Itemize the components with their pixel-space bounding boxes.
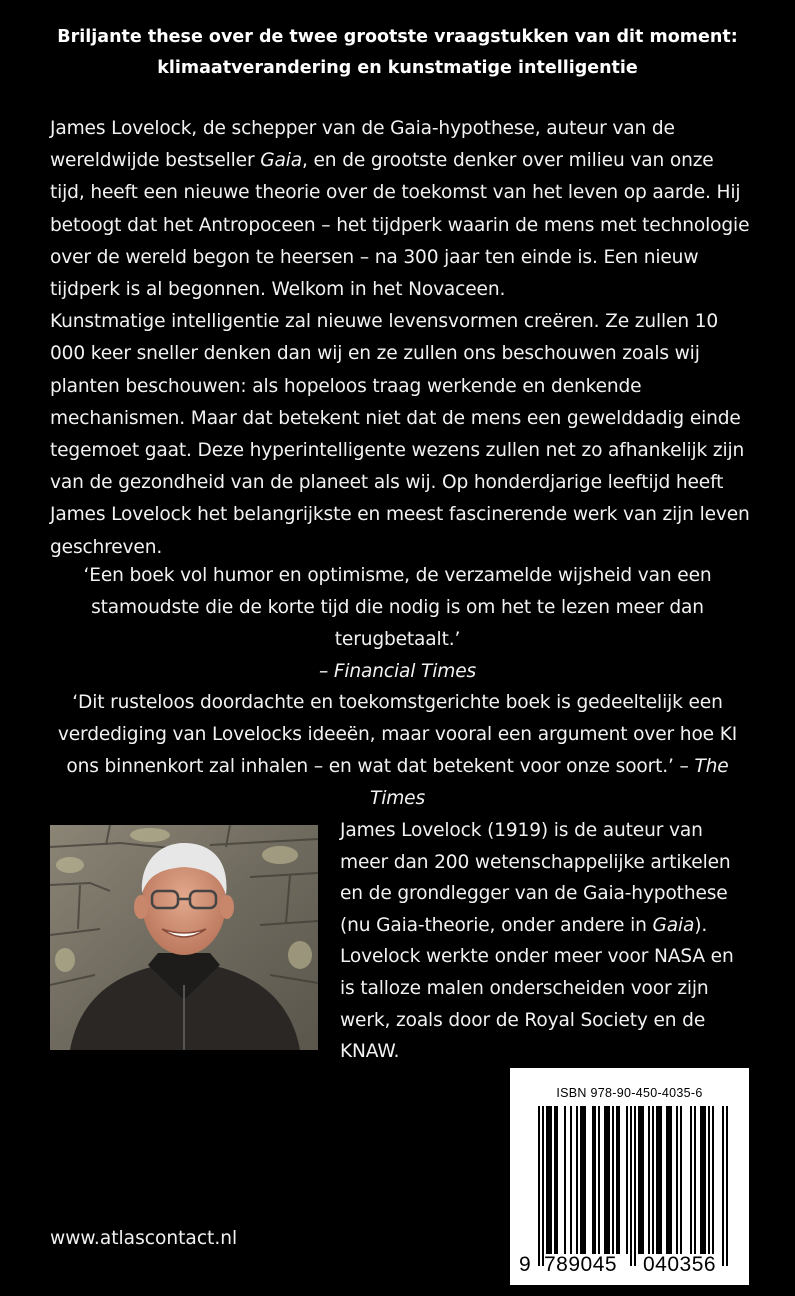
barcode-bar bbox=[700, 1106, 702, 1254]
barcode-bar bbox=[726, 1106, 728, 1266]
barcode-bar bbox=[598, 1106, 600, 1254]
barcode-bar bbox=[642, 1106, 644, 1254]
barcode-bar bbox=[702, 1106, 704, 1254]
barcode-bar bbox=[576, 1106, 578, 1254]
quote-source-name: – Financial Times bbox=[318, 661, 477, 682]
barcode-bar bbox=[704, 1106, 706, 1254]
barcode-bar bbox=[548, 1106, 550, 1254]
author-bio-text bbox=[340, 815, 751, 1068]
headline-line-1: Briljante these over de twee grootste vraagstukken van dit moment: bbox=[57, 27, 738, 47]
description-text: , en de grootste denker over milieu van onze tijd, heeft een nieuwe theorie over de toekomst van het leven op aarde. Hij betoogt dat het Antropoceen – het tijdperk waarin de mens met technologie over de wereld begon te heersen – na 300 jaar ten einde is. Een nieuw tijdperk is al begonnen. Welkom in het Novaceen. bbox=[50, 150, 750, 301]
barcode-bar bbox=[638, 1106, 640, 1254]
barcode-bar bbox=[564, 1106, 566, 1254]
barcode-bar bbox=[570, 1106, 572, 1254]
barcode-bar bbox=[606, 1106, 608, 1254]
book-title-italic: Gaia bbox=[260, 150, 302, 172]
barcode-digits-left: 789045 bbox=[544, 1253, 618, 1276]
review-quote-financial-times bbox=[40, 560, 755, 688]
barcode-bar bbox=[694, 1106, 696, 1254]
description-paragraph-2: Kunstmatige intelligentie zal nieuwe levensvormen creëren. Ze zullen 10 000 keer sneller denken dan wij en ze zullen ons beschouwen zoals wij planten beschouwen: als hopeloos traag werkende en denkende mechanismen. Maar dat betekent niet dat de mens een gewelddadig einde tegemoet gaat. Deze hyperintelligente wezens zullen net zo afhankelijk zijn van de gezondheid van de planeet als wij. Op honderdjarige leeftijd heeft James Lovelock het belangrijkste en meest fascinerende werk van zijn leven geschreven. bbox=[50, 311, 750, 558]
barcode-bar bbox=[648, 1106, 650, 1254]
barcode-bar bbox=[556, 1106, 558, 1254]
barcode-bar bbox=[608, 1106, 610, 1254]
barcode-bar bbox=[658, 1106, 660, 1254]
barcode-bar bbox=[580, 1106, 582, 1254]
barcode-bar bbox=[618, 1106, 620, 1254]
book-description bbox=[50, 113, 751, 564]
barcode-bar bbox=[670, 1106, 672, 1254]
barcode-bar bbox=[626, 1106, 628, 1254]
quote-body: ‘Dit rusteloos doordachte en toekomstgerichte boek is gedeeltelijk een verdediging van Lovelocks ideeën, maar vooral een argument over hoe KI ons binnenkort zal inhalen – en wat dat betekent voor onze soort.’ – bbox=[57, 692, 738, 777]
author-photo bbox=[50, 825, 318, 1050]
barcode-bar bbox=[550, 1106, 552, 1254]
isbn-barcode bbox=[510, 1068, 749, 1285]
barcode-bar bbox=[582, 1106, 584, 1254]
barcode-bar bbox=[668, 1106, 670, 1254]
barcode-bar bbox=[652, 1106, 654, 1254]
barcode-bar bbox=[660, 1106, 662, 1254]
barcode-bar bbox=[634, 1106, 636, 1266]
barcode-bar bbox=[708, 1106, 710, 1254]
author-bio bbox=[340, 815, 751, 1068]
quote-source-name: The Times bbox=[369, 756, 729, 809]
publisher-website[interactable]: www.atlascontact.nl bbox=[50, 1228, 238, 1249]
barcode-bar bbox=[616, 1106, 618, 1254]
barcode-bar bbox=[676, 1106, 678, 1254]
bio-text: James Lovelock (1919) is de auteur van meer dan 200 wetenschappelijke artikelen en de grondlegger van de Gaia-hypothese (nu Gaia-theorie, onder andere in bbox=[340, 820, 731, 936]
barcode-bar bbox=[612, 1106, 614, 1254]
description-paragraph-1 bbox=[50, 113, 751, 306]
barcode-digit-first: 9 bbox=[519, 1253, 532, 1276]
barcode-bar bbox=[592, 1106, 594, 1254]
barcode-bar bbox=[594, 1106, 596, 1254]
barcode-bar bbox=[656, 1106, 658, 1254]
quote-text: ‘Een boek vol humor en optimisme, de verzamelde wijsheid van een stamoudste die de korte tijd die nodig is om het te lezen meer dan terugbetaalt.’ bbox=[83, 565, 712, 650]
barcode-bar bbox=[712, 1106, 714, 1254]
barcode-bar bbox=[542, 1106, 544, 1266]
isbn-label: ISBN 978-90-450-4035-6 bbox=[556, 1086, 703, 1100]
barcode-bar bbox=[640, 1106, 642, 1254]
bio-text: ). Lovelock werkte onder meer voor NASA en is talloze malen onderscheiden voor zijn werk, zoals door de Royal Society en de KNAW. bbox=[340, 914, 734, 1063]
back-cover-headline bbox=[20, 22, 775, 84]
barcode-digits bbox=[510, 1253, 749, 1279]
description-text: James Lovelock, de schepper van de Gaia-hypothese, auteur van de wereldwijde bestseller bbox=[50, 118, 675, 172]
barcode-bar bbox=[584, 1106, 586, 1254]
barcode-digits-right: 040356 bbox=[643, 1253, 717, 1276]
barcode-bar bbox=[546, 1106, 548, 1254]
barcode-bar bbox=[680, 1106, 682, 1254]
headline-line-2: klimaatverandering en kunstmatige intelligentie bbox=[157, 58, 638, 78]
barcode-bar bbox=[554, 1106, 556, 1254]
barcode-bar bbox=[722, 1106, 724, 1266]
barcode-bar bbox=[630, 1106, 632, 1266]
barcode-bar bbox=[538, 1106, 540, 1266]
quote-text bbox=[40, 687, 755, 815]
quote-source bbox=[40, 656, 755, 688]
barcode-bar bbox=[666, 1106, 668, 1254]
barcode-bar bbox=[604, 1106, 606, 1254]
barcode-bar bbox=[690, 1106, 692, 1254]
book-title-italic: Gaia bbox=[652, 914, 695, 936]
review-quote-the-times bbox=[40, 687, 755, 815]
